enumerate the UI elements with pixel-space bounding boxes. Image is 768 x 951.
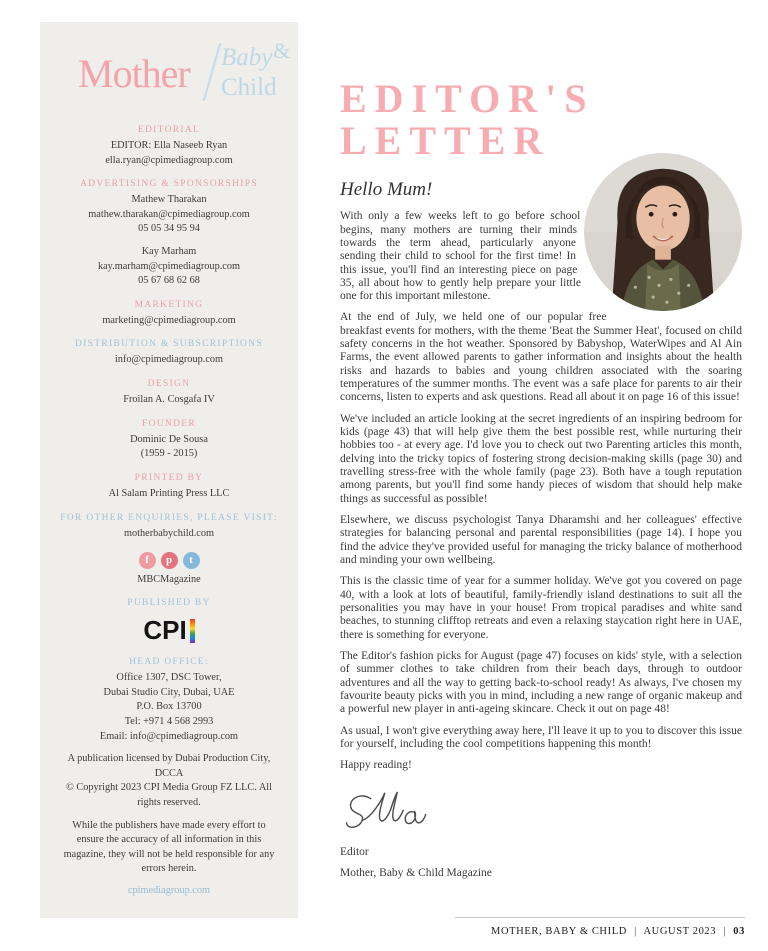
editor-portrait-photo bbox=[584, 153, 742, 311]
logo-word-baby: Baby bbox=[221, 44, 273, 71]
letter-paragraph: Happy reading! bbox=[340, 759, 412, 772]
letter-paragraph: With only a few weeks left to go before school begins, many mothers are turning their minds towards the term ahead, particularly anyone sending their child to school for the first time! In this issue, you'll find an interesting piece on page 35, all about how to gently help prepare your little one for this important milestone. bbox=[340, 210, 582, 303]
printer-name: Al Salam Printing Press LLC bbox=[108, 487, 230, 499]
footer-magazine-title: MOTHER, BABY & CHILD bbox=[491, 926, 627, 937]
letter-paragraph: Elsewhere, we discuss psychologist Tanya Dharamshi and her colleagues' effective strategies for balancing personal and parental responsibilities (page 14). I hope you find the advice they've provided useful for managing the tricky balance of motherhood and minding your own wellbeing. bbox=[340, 514, 742, 567]
disclaimer-note: While the publishers have made every effort to ensure the accuracy of all information in this magazine, they will not be held responsible for any errors herein. bbox=[63, 819, 275, 875]
cpi-media-group-logo bbox=[60, 615, 278, 646]
editor-name: EDITOR: Ella Naseeb Ryan bbox=[110, 140, 228, 151]
letter-paragraph: We've included an article looking at the secret ingredients of an inspiring bedroom for kids (page 43) that will help give them the best possible rest, while nurturing their hobbies too - at every age. I'd love you to check out two Parenting articles this month, delving into the tricky topics of fostering strong decision-making skills (page 30) and travelling stress-free with the whole family (page 23). Both have a tough reputation among parents, but you'll find some handy pieces of wisdom that should help make things as successful as possible! bbox=[340, 412, 742, 505]
editor-signature bbox=[340, 787, 742, 837]
page-footer bbox=[491, 926, 745, 937]
logo-slash-divider bbox=[203, 43, 221, 101]
cpi-logo-color-bar bbox=[190, 619, 195, 643]
letter-greeting: Hello Mum! bbox=[340, 179, 433, 201]
logo-word-child: Child bbox=[221, 74, 277, 101]
sidebar-bottom-blocks bbox=[60, 657, 278, 896]
sidebar-heading-design: DESIGN bbox=[147, 379, 191, 390]
pinterest-icon[interactable]: p bbox=[161, 552, 178, 569]
office-phone: Tel: +971 4 568 2993 bbox=[124, 715, 214, 727]
office-email: Email: info@cpimediagroup.com bbox=[99, 730, 239, 742]
magazine-website-link[interactable]: motherbabychild.com bbox=[123, 527, 215, 539]
cpi-logo-text: CPI bbox=[143, 615, 187, 646]
twitter-icon[interactable]: t bbox=[183, 552, 200, 569]
sidebar-heading-published-by: PUBLISHED BY bbox=[127, 598, 211, 609]
contact-phone: 05 67 68 62 68 bbox=[138, 275, 200, 287]
signature-block bbox=[340, 787, 742, 879]
sidebar-heading-advertising: ADVERTISING & SPONSORSHIPS bbox=[80, 179, 258, 190]
editors-letter-section bbox=[340, 78, 742, 879]
footer-separator: | bbox=[723, 926, 727, 937]
office-address: Office 1307, DSC Tower, bbox=[116, 672, 222, 684]
signoff-organization: Mother, Baby & Child Magazine bbox=[340, 866, 492, 879]
sidebar-heading-enquiries: FOR OTHER ENQUIRIES, PLEASE VISIT: bbox=[60, 512, 278, 523]
page-title-line1: EDITOR'S bbox=[340, 76, 595, 121]
sidebar-heading-head-office: HEAD OFFICE: bbox=[129, 657, 209, 668]
founder-name: Dominic De Sousa bbox=[130, 433, 208, 445]
marketing-email: marketing@cpimediagroup.com bbox=[102, 314, 236, 326]
office-address: Dubai Studio City, Dubai, UAE bbox=[103, 686, 235, 698]
signoff-role: Editor bbox=[340, 845, 369, 858]
founder-years: (1959 - 2015) bbox=[140, 448, 198, 460]
publisher-website-link[interactable]: cpimediagroup.com bbox=[127, 885, 211, 897]
letter-paragraph: The Editor's fashion picks for August (page 47) focuses on kids' style, with a selection of summer clothes to take children from their beach days, through to outdoor adventures and all the way to getting back-to-school ready! As always, I've chosen my favourite beauty picks with you in mind, including a new range of organic makeup and a powerful new player in anti-ageing skincare. Check it out on page 48! bbox=[340, 650, 742, 716]
sidebar-top-blocks bbox=[60, 125, 278, 541]
footer-page-number: 03 bbox=[733, 926, 745, 937]
sidebar-heading-founder: FOUNDER bbox=[142, 418, 196, 429]
contact-email: kay.marham@cpimediagroup.com bbox=[97, 260, 241, 272]
facebook-icon[interactable]: f bbox=[139, 552, 156, 569]
editor-email: ella.ryan@cpimediagroup.com bbox=[105, 154, 233, 166]
page-title-line2: LETTER bbox=[340, 117, 551, 163]
magazine-logo bbox=[60, 36, 291, 114]
logo-ampersand: & bbox=[273, 38, 291, 63]
sidebar-heading-distribution: DISTRIBUTION & SUBSCRIPTIONS bbox=[75, 339, 263, 350]
contact-email: mathew.tharakan@cpimediagroup.com bbox=[88, 208, 250, 220]
footer-separator: | bbox=[634, 926, 637, 937]
sidebar-heading-printed-by: PRINTED BY bbox=[134, 472, 204, 483]
social-handle: MBCMagazine bbox=[137, 574, 201, 586]
sidebar bbox=[40, 22, 298, 918]
designer-name: Froilan A. Cosgafa IV bbox=[123, 394, 215, 406]
distribution-email: info@cpimediagroup.com bbox=[114, 354, 224, 366]
logo-word-mother: Mother bbox=[78, 51, 190, 96]
sidebar-heading-editorial: EDITORIAL bbox=[137, 125, 201, 135]
letter-paragraph: As usual, I won't give everything away here, I'll leave it up to you to discover this issue for yourself, including the cool competitions happening this month! bbox=[340, 724, 742, 750]
social-icons-row bbox=[60, 552, 278, 569]
footer-divider-line bbox=[455, 917, 745, 918]
license-note: A publication licensed by Dubai Production City, DCCA bbox=[67, 753, 271, 779]
contact-phone: 05 05 34 95 94 bbox=[138, 223, 200, 235]
copyright-note: © Copyright 2023 CPI Media Group FZ LLC. All rights reserved. bbox=[65, 782, 273, 809]
contact-name: Kay Marham bbox=[141, 246, 197, 258]
letter-paragraph: At the end of July, we held one of our popular free breakfast events for mothers, with the theme 'Beat the Summer Heat', focused on child safety concerns in the hot weather. Sponsored by Babyshop, WaterWipes and Al Ain Farms, the event allowed parents to gather information and insights about the health risks and hazards to babies and young children associated with the soaring temperatures of the summer months. The event was a safe place for parents to air their concerns, listen to experts and ask questions. Read all about it on page 16 of this issue! bbox=[340, 311, 742, 404]
sidebar-heading-marketing: MARKETING bbox=[134, 299, 204, 310]
office-pobox: P.O. Box 13700 bbox=[136, 701, 202, 713]
footer-issue: AUGUST 2023 bbox=[643, 926, 717, 937]
contact-name: Mathew Tharakan bbox=[131, 194, 207, 206]
letter-paragraph: This is the classic time of year for a summer holiday. We've got you covered on page 40, with a look at lots of beautiful, family-friendly island destinations to suit all the personalities you may have in your house! From tropical paradises and white sand beaches, to stunning clifftop retreats and even a relaxing staycation right here in UAE, there is something for everyone. bbox=[340, 575, 742, 641]
page-title bbox=[340, 78, 742, 161]
